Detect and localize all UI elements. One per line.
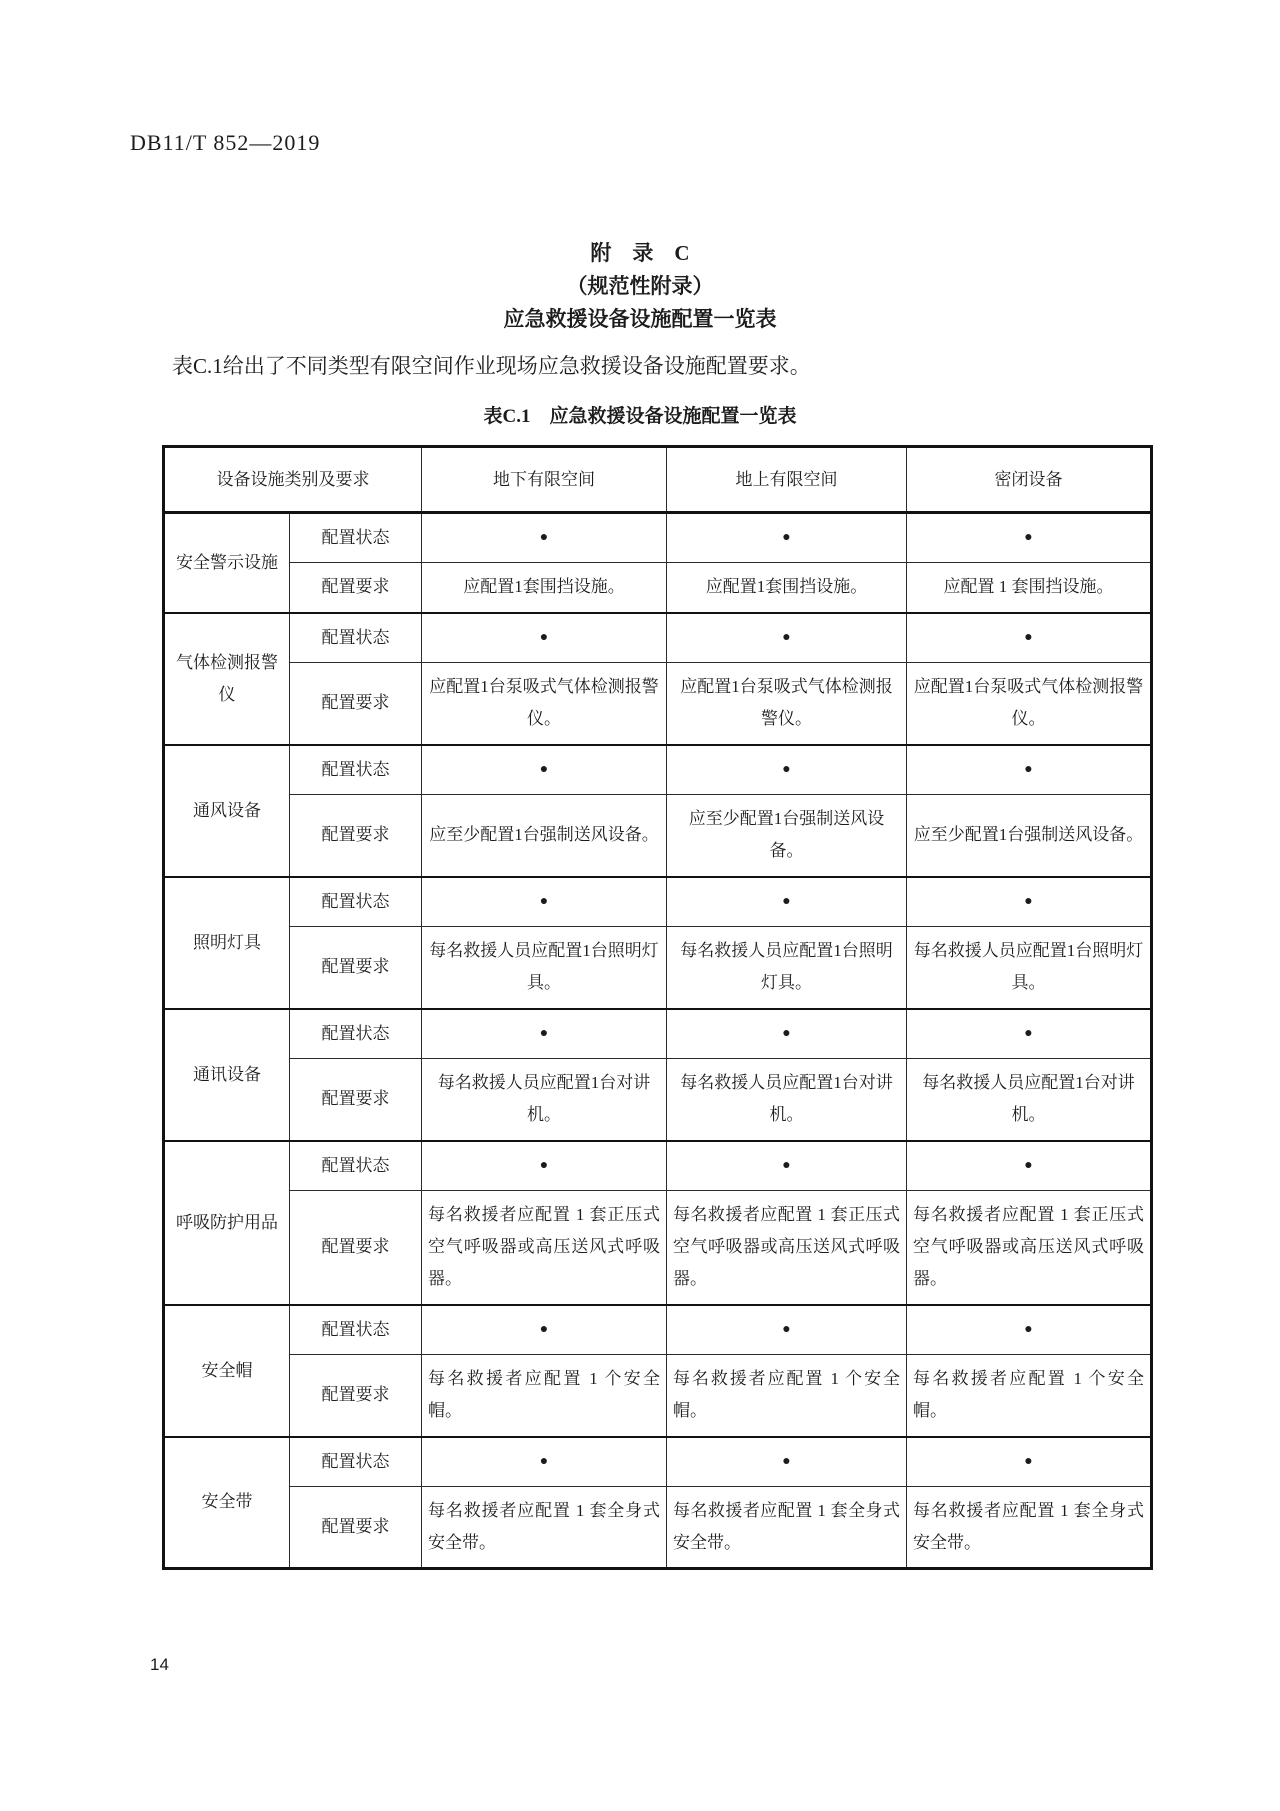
requirement-cell: 应至少配置1台强制送风设备。 (422, 795, 667, 877)
requirement-cell: 每名救援人员应配置1台照明灯具。 (907, 927, 1152, 1009)
table-row (164, 513, 1152, 563)
requirement-cell: 每名救援者应配置 1 套全身式安全带。 (422, 1487, 667, 1569)
status-dot-cell: ● (907, 613, 1152, 663)
requirement-cell: 应配置 1 套围挡设施。 (907, 563, 1152, 613)
category-cell: 安全警示设施 (164, 513, 290, 613)
requirement-cell: 每名救援者应配置 1 个安全帽。 (422, 1355, 667, 1437)
table-row (164, 1059, 1152, 1141)
header-category: 设备设施类别及要求 (164, 447, 422, 513)
requirement-label-cell: 配置要求 (290, 1355, 422, 1437)
requirement-cell: 每名救援者应配置 1 套全身式安全带。 (667, 1487, 907, 1569)
status-dot-cell: ● (422, 1437, 667, 1487)
intro-paragraph: 表C.1给出了不同类型有限空间作业现场应急救援设备设施配置要求。 (172, 354, 811, 378)
category-cell: 呼吸防护用品 (164, 1141, 290, 1305)
status-dot-cell: ● (667, 1305, 907, 1355)
table-row (164, 1191, 1152, 1305)
status-dot-cell: ● (667, 1437, 907, 1487)
status-dot-cell: ● (667, 877, 907, 927)
status-label-cell: 配置状态 (290, 613, 422, 663)
appendix-title-block (0, 237, 1280, 336)
category-cell: 安全带 (164, 1437, 290, 1569)
appendix-subtitle: （规范性附录） (566, 274, 714, 298)
status-dot-cell: ● (422, 877, 667, 927)
doc-code: DB11/T 852—2019 (130, 130, 321, 155)
table-row (164, 927, 1152, 1009)
category-cell: 通风设备 (164, 745, 290, 877)
requirement-cell: 每名救援人员应配置1台照明灯具。 (667, 927, 907, 1009)
requirement-cell: 每名救援人员应配置1台对讲机。 (907, 1059, 1152, 1141)
table-row (164, 1437, 1152, 1487)
category-cell: 气体检测报警仪 (164, 613, 290, 745)
table-row (164, 795, 1152, 877)
status-dot-cell: ● (422, 1009, 667, 1059)
appendix-heading: 应急救援设备设施配置一览表 (503, 307, 777, 331)
requirement-label-cell: 配置要求 (290, 927, 422, 1009)
requirement-cell: 应配置1套围挡设施。 (422, 563, 667, 613)
status-label-cell: 配置状态 (290, 1009, 422, 1059)
requirement-label-cell: 配置要求 (290, 663, 422, 745)
status-label-cell: 配置状态 (290, 513, 422, 563)
requirement-cell: 应配置1台泵吸式气体检测报警仪。 (907, 663, 1152, 745)
status-dot-cell: ● (667, 745, 907, 795)
requirement-cell: 每名救援人员应配置1台对讲机。 (667, 1059, 907, 1141)
status-dot-cell: ● (667, 1141, 907, 1191)
status-dot-cell: ● (907, 1305, 1152, 1355)
table-row (164, 613, 1152, 663)
requirement-cell: 应配置1台泵吸式气体检测报警仪。 (667, 663, 907, 745)
table-row (164, 663, 1152, 745)
status-dot-cell: ● (422, 1141, 667, 1191)
requirement-cell: 每名救援者应配置 1 套正压式空气呼吸器或高压送风式呼吸器。 (422, 1191, 667, 1305)
equipment-config-table (162, 445, 1153, 1570)
requirement-cell: 应至少配置1台强制送风设备。 (907, 795, 1152, 877)
category-cell: 通讯设备 (164, 1009, 290, 1141)
status-dot-cell: ● (667, 613, 907, 663)
status-dot-cell: ● (422, 613, 667, 663)
table-row (164, 877, 1152, 927)
status-dot-cell: ● (422, 1305, 667, 1355)
status-dot-cell: ● (667, 1009, 907, 1059)
requirement-label-cell: 配置要求 (290, 1059, 422, 1141)
status-dot-cell: ● (422, 513, 667, 563)
table-row (164, 563, 1152, 613)
requirement-cell: 每名救援者应配置 1 个安全帽。 (667, 1355, 907, 1437)
status-dot-cell: ● (422, 745, 667, 795)
status-dot-cell: ● (907, 877, 1152, 927)
status-dot-cell: ● (907, 1437, 1152, 1487)
status-label-cell: 配置状态 (290, 1141, 422, 1191)
requirement-cell: 每名救援者应配置 1 套正压式空气呼吸器或高压送风式呼吸器。 (907, 1191, 1152, 1305)
status-label-cell: 配置状态 (290, 745, 422, 795)
appendix-title: 附 录 C (590, 241, 690, 265)
requirement-cell: 每名救援者应配置 1 个安全帽。 (907, 1355, 1152, 1437)
requirement-cell: 应配置1套围挡设施。 (667, 563, 907, 613)
requirement-label-cell: 配置要求 (290, 795, 422, 877)
requirement-cell: 每名救援人员应配置1台照明灯具。 (422, 927, 667, 1009)
requirement-label-cell: 配置要求 (290, 563, 422, 613)
header-sealed: 密闭设备 (907, 447, 1152, 513)
status-dot-cell: ● (907, 513, 1152, 563)
requirement-cell: 每名救援者应配置 1 套全身式安全带。 (907, 1487, 1152, 1569)
header-aboveground: 地上有限空间 (667, 447, 907, 513)
table-row (164, 745, 1152, 795)
status-dot-cell: ● (907, 1009, 1152, 1059)
category-cell: 照明灯具 (164, 877, 290, 1009)
status-dot-cell: ● (907, 1141, 1152, 1191)
status-label-cell: 配置状态 (290, 1305, 422, 1355)
table-row (164, 1009, 1152, 1059)
status-dot-cell: ● (907, 745, 1152, 795)
table-row (164, 1355, 1152, 1437)
table-row (164, 1305, 1152, 1355)
page-number: 14 (150, 1655, 169, 1674)
table-row (164, 1487, 1152, 1569)
requirement-cell: 每名救援人员应配置1台对讲机。 (422, 1059, 667, 1141)
table-row (164, 1141, 1152, 1191)
status-label-cell: 配置状态 (290, 1437, 422, 1487)
status-dot-cell: ● (667, 513, 907, 563)
status-label-cell: 配置状态 (290, 877, 422, 927)
requirement-cell: 每名救援者应配置 1 套正压式空气呼吸器或高压送风式呼吸器。 (667, 1191, 907, 1305)
requirement-label-cell: 配置要求 (290, 1191, 422, 1305)
requirement-cell: 应至少配置1台强制送风设备。 (667, 795, 907, 877)
category-cell: 安全帽 (164, 1305, 290, 1437)
header-underground: 地下有限空间 (422, 447, 667, 513)
requirement-label-cell: 配置要求 (290, 1487, 422, 1569)
table-caption: 表C.1 应急救援设备设施配置一览表 (483, 406, 797, 427)
table-header-row (164, 447, 1152, 513)
requirement-cell: 应配置1台泵吸式气体检测报警仪。 (422, 663, 667, 745)
